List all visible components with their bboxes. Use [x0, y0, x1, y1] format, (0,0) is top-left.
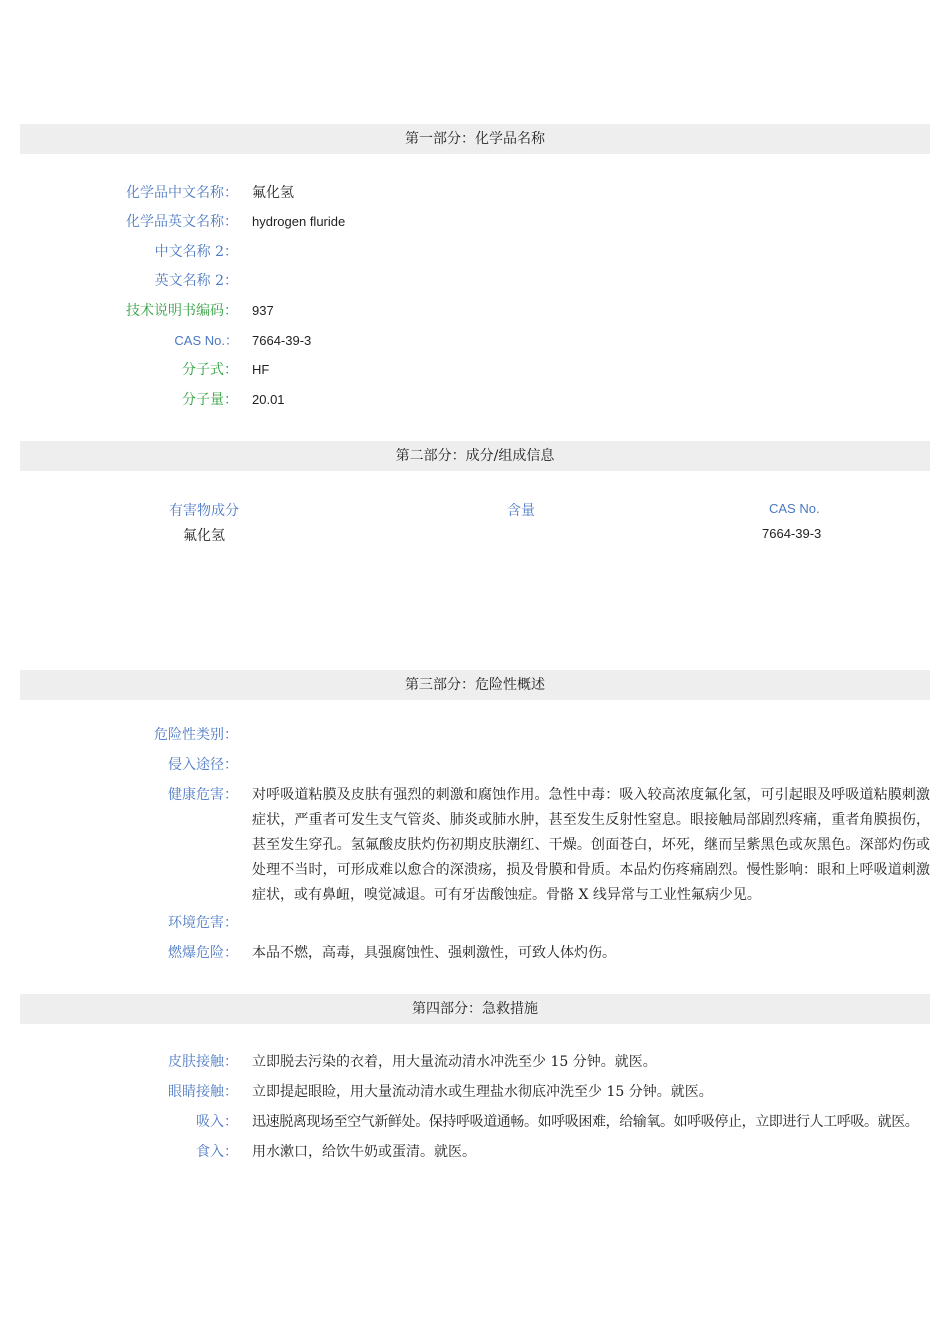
field-label: 危险性类别：: [154, 727, 238, 743]
table-header-content: 含量: [507, 503, 535, 519]
field-value: 迅速脱离现场至空气新鲜处。保持呼吸道通畅。如呼吸困难，给输氧。如呼吸停止，立即进行人工呼吸。就医。: [252, 1114, 919, 1130]
field-value: 937: [252, 303, 274, 318]
field-value: 用水漱口，给饮牛奶或蛋清。就医。: [252, 1144, 476, 1160]
field-label: 中文名称 2：: [154, 244, 238, 260]
field-value: 氟化氢: [252, 185, 294, 201]
section-2-header: 第二部分：成分/组成信息: [20, 441, 930, 471]
field-value: HF: [252, 362, 270, 377]
table-cell-cas: 7664-39-3: [762, 526, 822, 541]
field-label: 健康危害：: [168, 787, 238, 803]
field-label: 眼睛接触：: [168, 1084, 238, 1100]
field-label: 环境危害：: [168, 915, 238, 931]
field-label: CAS No.：: [174, 333, 238, 348]
table-header-cas: CAS No.: [769, 501, 820, 516]
field-label: 分子式：: [182, 362, 238, 378]
field-value: 立即脱去污染的衣着，用大量流动清水冲洗至少 15 分钟。就医。: [252, 1054, 657, 1070]
field-label: 化学品中文名称：: [126, 185, 238, 201]
field-label: 技术说明书编码：: [126, 303, 238, 319]
field-value: hydrogen fluride: [252, 214, 346, 229]
section-1-header: 第一部分：化学品名称: [20, 124, 930, 154]
field-label: 化学品英文名称：: [126, 214, 238, 230]
field-value: 立即提起眼睑，用大量流动清水或生理盐水彻底冲洗至少 15 分钟。就医。: [252, 1084, 713, 1100]
field-value: 本品不燃，高毒，具强腐蚀性、强刺激性，可致人体灼伤。: [252, 945, 616, 961]
section-3-header: 第三部分：危险性概述: [20, 670, 930, 700]
field-label: 吸入：: [196, 1114, 238, 1130]
field-label: 燃爆危险：: [168, 945, 238, 961]
field-label: 食入：: [196, 1144, 238, 1160]
field-value: 7664-39-3: [252, 333, 312, 348]
field-label: 侵入途径：: [168, 757, 238, 773]
table-header-component: 有害物成分: [169, 503, 239, 519]
field-label: 英文名称 2：: [154, 273, 238, 289]
field-value: 对呼吸道粘膜及皮肤有强烈的刺激和腐蚀作用。急性中毒：吸入较高浓度氟化氢，可引起眼及呼吸道粘膜刺激症状，严重者可发生支气管炎、肺炎或肺水肿，甚至发生反射性窒息。眼接触局部剧烈疼痛，重者角膜损伤，甚至发生穿孔。氢氟酸皮肤灼伤初期皮肤潮红、干燥。创面苍白，坏死，继而呈紫黑色或灰黑色。深部灼伤或处理不当时，可形成难以愈合的深溃疡，损及骨膜和骨质。本品灼伤疼痛剧烈。慢性影响：眼和上呼吸道刺激症状，或有鼻衄，嗅觉减退。可有牙齿酸蚀症。骨骼 X 线异常与工业性氟病少见。: [252, 787, 930, 903]
field-value: 20.01: [252, 392, 285, 407]
field-label: 分子量：: [182, 392, 238, 408]
section-4-header: 第四部分：急救措施: [20, 994, 930, 1024]
table-cell-component: 氟化氢: [183, 528, 225, 544]
field-label: 皮肤接触：: [168, 1054, 238, 1070]
